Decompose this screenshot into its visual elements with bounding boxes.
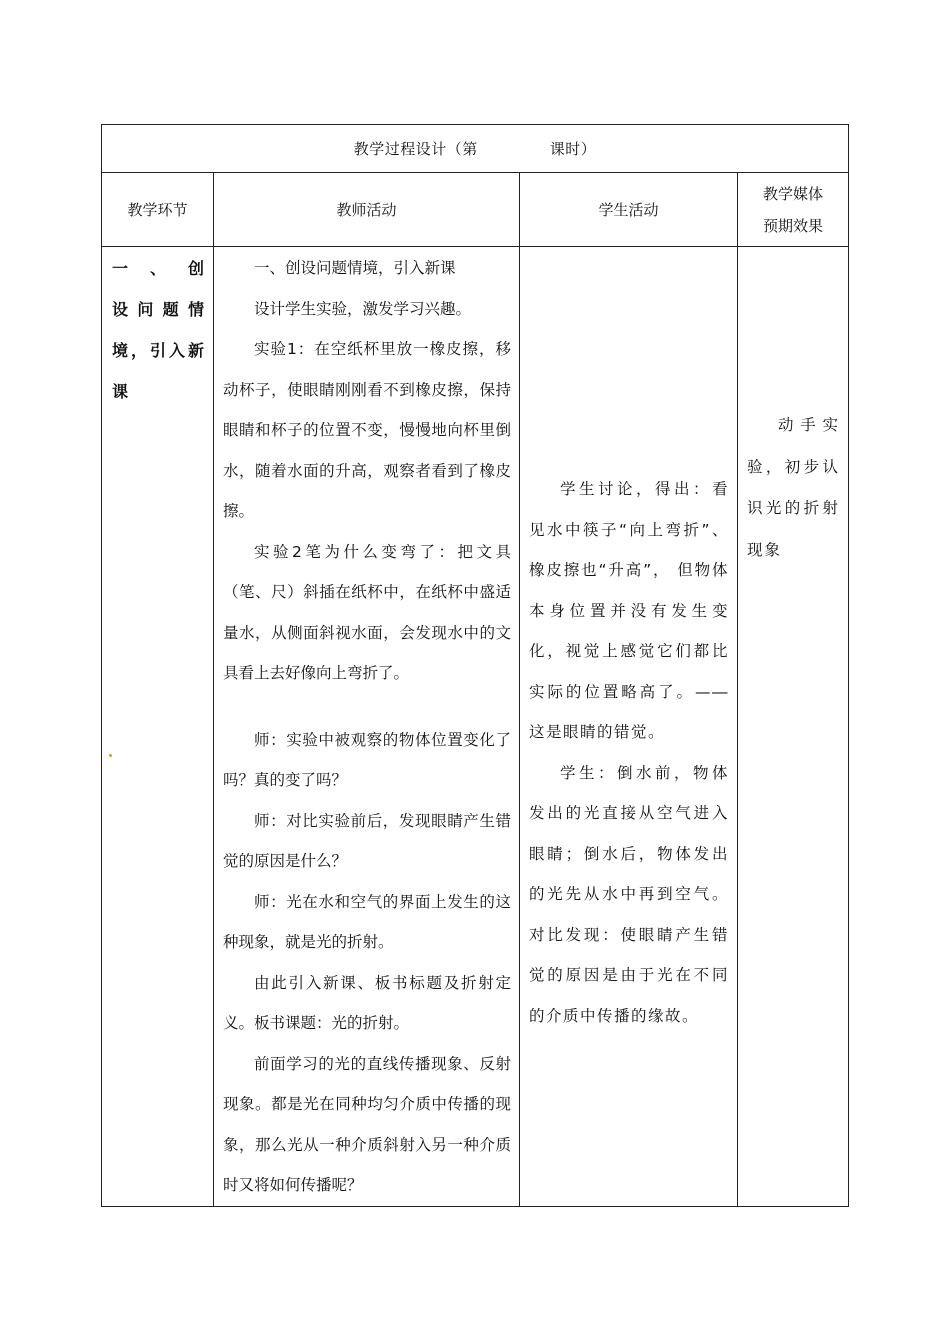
stage-line: 课 bbox=[112, 382, 131, 401]
stage-cell bbox=[102, 247, 214, 1207]
teacher-paragraph: 前面学习的光的直线传播现象、反射现象。都是光在同种均匀介质中传播的现象，那么光从一种介质斜射入另一种介质时又将如何传播呢？ bbox=[223, 1054, 511, 1194]
ink-speck bbox=[109, 754, 112, 757]
header-media-line1: 教学媒体 bbox=[763, 184, 824, 203]
student-paragraph: 学生讨论，得出：看见水中筷子“向上弯折”、 橡皮擦也“升高”， 但物体本身位置并没有发生变化，视觉上感觉它们都比实际的位置略高了。—―这是眼睛的错觉。 bbox=[529, 480, 729, 741]
teacher-paragraph: 师：实验中被观察的物体位置变化了吗？真的变了吗？ bbox=[223, 730, 511, 789]
header-stage: 教学环节 bbox=[102, 173, 214, 247]
teacher-paragraph: 师：对比实验前后，发现眼睛产生错觉的原因是什么？ bbox=[223, 811, 511, 870]
student-paragraph: 学生：倒水前，物体发出的光直接从空气进入眼睛；倒水后，物体发出的光先从水中再到空气。对比发现：使眼睛产生错觉的原因是由于光在不同的介质中传播的缘故。 bbox=[529, 763, 729, 1025]
content-row bbox=[102, 247, 849, 1207]
student-activity-cell bbox=[520, 247, 738, 1207]
teacher-paragraph: 设计学生实验，激发学习兴趣。 bbox=[254, 299, 472, 318]
stage-line: 一、创 bbox=[112, 259, 206, 278]
cell-top-space bbox=[747, 247, 840, 405]
teacher-paragraph: 由此引入新课、板书标题及折射定义。板书课题：光的折射。 bbox=[223, 973, 511, 1032]
title-left: 教学过程设计（第 bbox=[353, 140, 478, 158]
cell-top-space bbox=[529, 247, 729, 469]
stage-line: 境，引入新 bbox=[112, 341, 206, 360]
header-media-line2: 预期效果 bbox=[763, 216, 824, 235]
header-teacher: 教师活动 bbox=[214, 173, 520, 247]
header-media bbox=[738, 173, 849, 247]
table-title bbox=[102, 125, 849, 173]
title-row bbox=[102, 125, 849, 173]
teacher-paragraph: 实验1：在空纸杯里放一橡皮擦，移动杯子，使眼睛刚刚看不到橡皮擦，保持眼睛和杯子的位置不变，慢慢地向杯里倒水，随着水面的升高，观察者看到了橡皮擦。 bbox=[223, 340, 511, 520]
header-row bbox=[102, 173, 849, 247]
media-effect-cell bbox=[738, 247, 849, 1207]
teacher-activity-cell bbox=[214, 247, 520, 1207]
teacher-paragraph: 师：光在水和空气的界面上发生的这种现象，就是光的折射。 bbox=[223, 892, 511, 951]
teacher-paragraph: 实验2笔为什么变弯了：把文具（笔、尺）斜插在纸杯中，在纸杯中盛适量水，从侧面斜视水面，会发现水中的文具看上去好像向上弯折了。 bbox=[223, 542, 511, 682]
stage-line: 设问题情 bbox=[112, 300, 206, 319]
paragraph-spacer bbox=[223, 694, 511, 720]
title-right: 课时） bbox=[549, 140, 597, 158]
media-paragraph: 动手实验，初步认识光的折射现象 bbox=[747, 416, 841, 559]
teacher-paragraph: 一、创设问题情境，引入新课 bbox=[254, 259, 456, 277]
lesson-plan-table bbox=[101, 124, 849, 1207]
header-student: 学生活动 bbox=[520, 173, 738, 247]
